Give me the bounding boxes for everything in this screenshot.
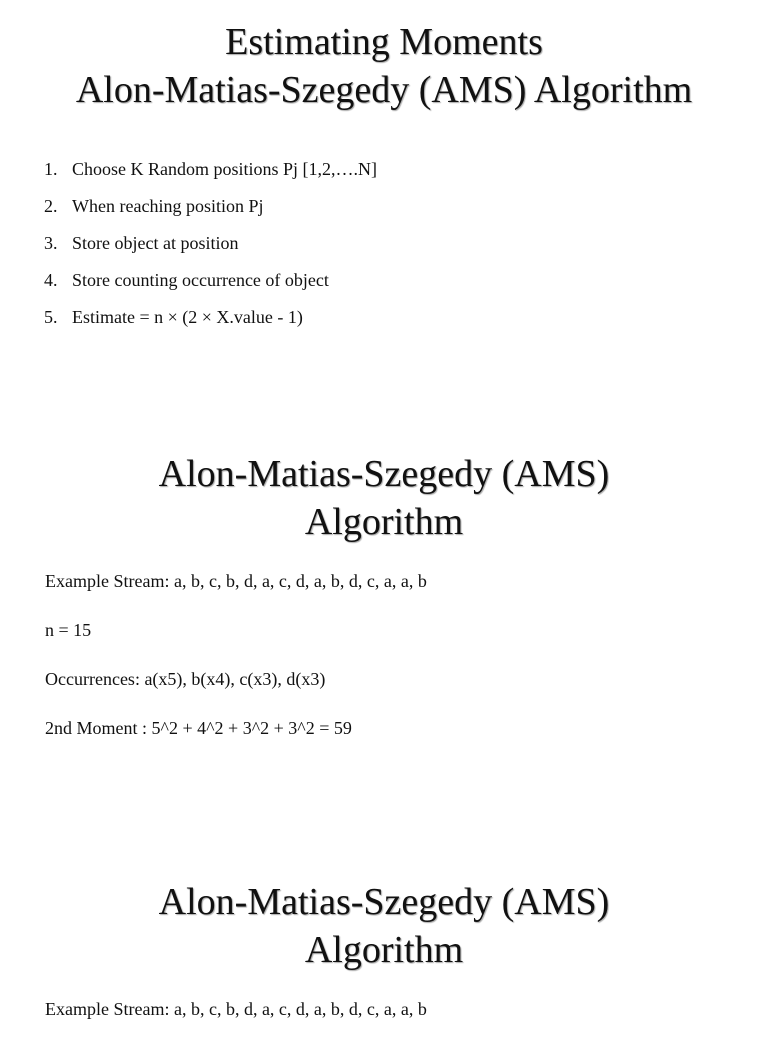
occurrences-text: Occurrences: a(x5), b(x4), c(x3), d(x3) [45, 669, 326, 689]
slide-estimating-moments [0, 18, 768, 343]
step-text: When reaching position Pj [72, 196, 264, 216]
step-text: Store counting occurrence of object [72, 270, 329, 290]
title-line-1: Alon-Matias-Szegedy (AMS) [158, 453, 610, 495]
slide-ams-example-continued [0, 878, 768, 1047]
title-line-2: Alon-Matias-Szegedy (AMS) Algorithm [75, 69, 693, 111]
algorithm-steps-list [0, 158, 768, 343]
stream-length-text: n = 15 [45, 620, 92, 640]
step-number: 1. [44, 159, 58, 179]
example-stream-text: Example Stream: a, b, c, b, d, a, c, d, a, b, d, c, a, a, b [45, 999, 427, 1019]
step-text: Choose K Random positions Pj [1,2,….N] [72, 159, 378, 179]
title-line-2: Algorithm [304, 501, 464, 543]
title-line-1: Alon-Matias-Szegedy (AMS) [158, 881, 610, 923]
title-line-1: Estimating Moments [225, 21, 543, 63]
step-number: 2. [44, 196, 58, 216]
step-number: 5. [44, 307, 58, 327]
list-item [0, 195, 768, 232]
slide-ams-example [0, 450, 768, 766]
title-line-2: Algorithm [304, 929, 464, 971]
list-item [0, 269, 768, 306]
step-number: 3. [44, 233, 58, 253]
step-text: Store object at position [72, 233, 239, 253]
slide-title [0, 18, 768, 114]
list-item [0, 306, 768, 343]
example-stream-text: Example Stream: a, b, c, b, d, a, c, d, a, b, d, c, a, a, b [45, 571, 427, 591]
list-item [0, 158, 768, 195]
slide-body [0, 570, 768, 766]
step-text: Estimate = n × (2 × X.value - 1) [72, 307, 303, 327]
step-number: 4. [44, 270, 58, 290]
slide-title [0, 878, 768, 974]
slide-title [0, 450, 768, 546]
list-item [0, 232, 768, 269]
slide-body [0, 998, 768, 1047]
second-moment-text: 2nd Moment : 5^2 + 4^2 + 3^2 + 3^2 = 59 [45, 718, 352, 738]
